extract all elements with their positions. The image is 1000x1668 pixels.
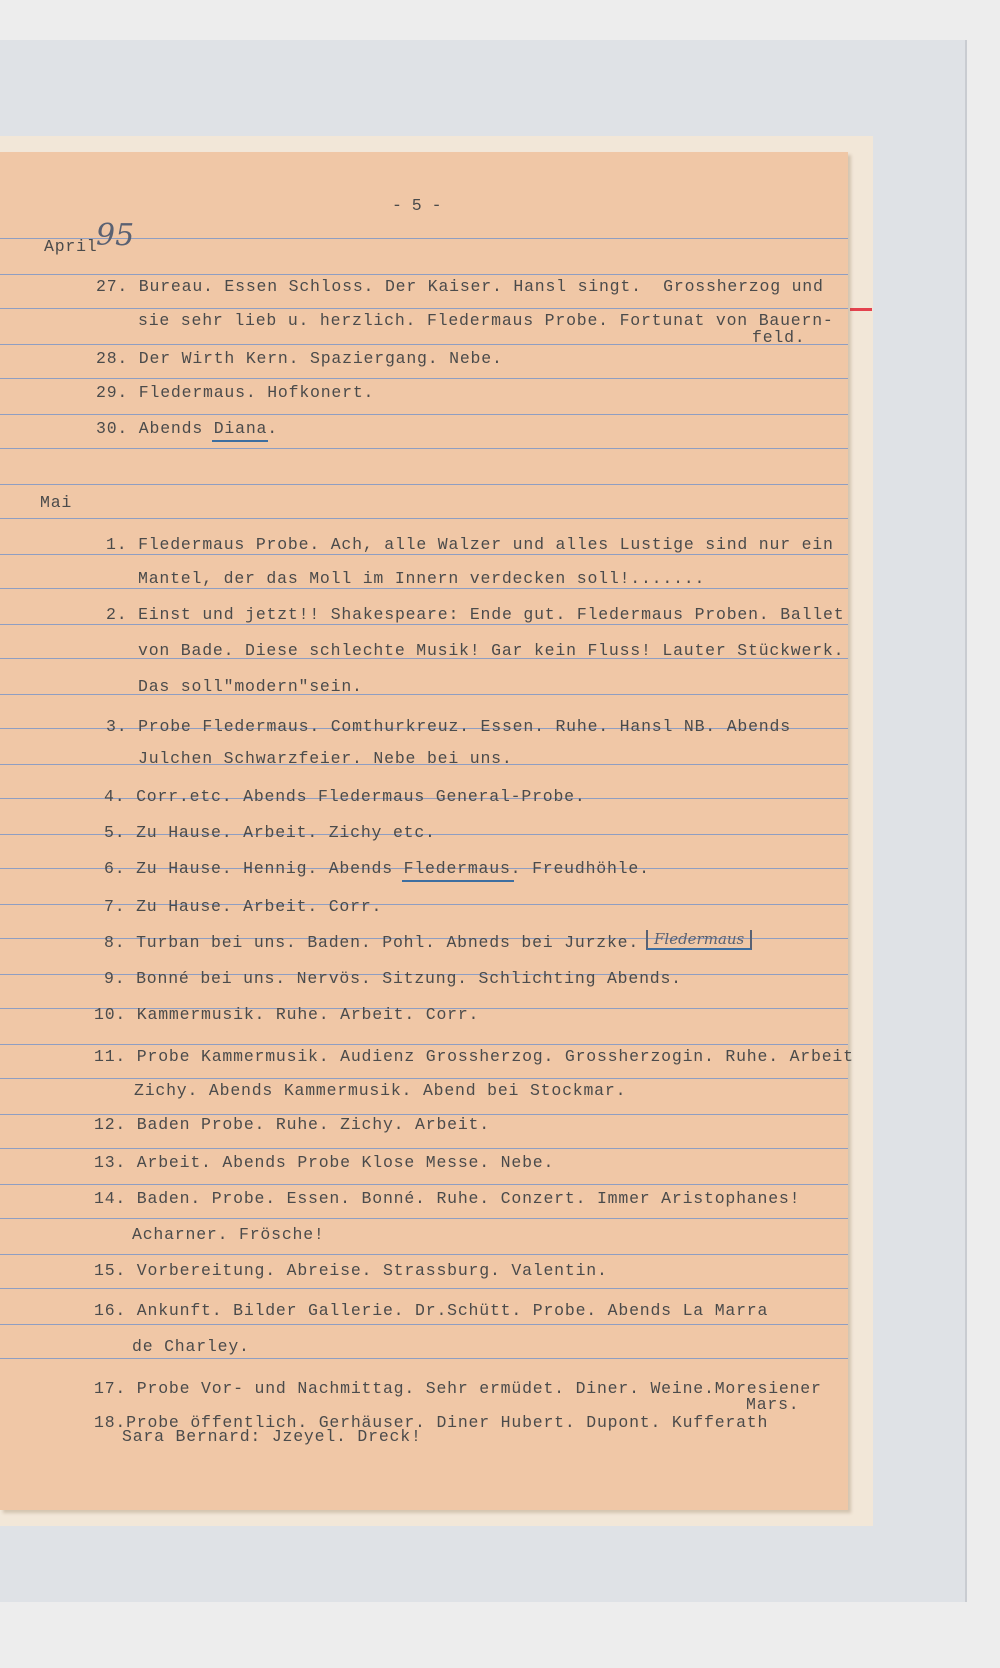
handwritten-year: 95 — [96, 218, 135, 253]
handwritten-fledermaus-note: Fledermaus — [646, 930, 752, 950]
entry-line: 1. Fledermaus Probe. Ach, alle Walzer und alles Lustige sind nur ein — [106, 535, 834, 554]
entry-line: 15. Vorbereitung. Abreise. Strassburg. Valentin. — [94, 1261, 608, 1280]
entry-line: 12. Baden Probe. Ruhe. Zichy. Arbeit. — [94, 1115, 490, 1134]
month-heading-mai: Mai — [40, 493, 73, 512]
entry-line: 9. Bonné bei uns. Nervös. Sitzung. Schlichting Abends. — [104, 969, 682, 988]
entry-line: 18.Probe öffentlich. Gerhäuser. Diner Hubert. Dupont. Kufferath — [94, 1413, 769, 1432]
entry-line: 27. Bureau. Essen Schloss. Der Kaiser. Hansl singt. Grossherzog und — [96, 277, 824, 296]
entry-line: sie sehr lieb u. herzlich. Fledermaus Probe. Fortunat von Bauern- — [138, 311, 834, 330]
entry-line: Julchen Schwarzfeier. Nebe bei uns. — [138, 749, 513, 768]
entry-line: 2. Einst und jetzt!! Shakespeare: Ende gut. Fledermaus Proben. Ballet — [106, 605, 845, 624]
entry-line: 7. Zu Hause. Arbeit. Corr. — [104, 897, 383, 916]
entry-line: Zichy. Abends Kammermusik. Abend bei Stockmar. — [134, 1081, 627, 1100]
entry-line: 16. Ankunft. Bilder Gallerie. Dr.Schütt. Probe. Abends La Marra — [94, 1301, 769, 1320]
entry-line: Das soll"modern"sein. — [138, 677, 363, 696]
entry-line: Mantel, der das Moll im Innern verdecken soll!....... — [138, 569, 706, 588]
page-number: - 5 - — [392, 196, 442, 215]
underline-diana — [212, 440, 268, 442]
entry-line: 13. Arbeit. Abends Probe Klose Messe. Nebe. — [94, 1153, 555, 1172]
entry-line: 14. Baden. Probe. Essen. Bonné. Ruhe. Conzert. Immer Aristophanes! — [94, 1189, 801, 1208]
entry-line: de Charley. — [132, 1337, 250, 1356]
entry-line: Sara Bernard: Jzeyel. Dreck! — [122, 1427, 422, 1446]
red-margin-mark — [850, 308, 872, 311]
entry-line: feld. — [752, 328, 806, 347]
entry-line: 17. Probe Vor- und Nachmittag. Sehr ermüdet. Diner. Weine.Moresiener — [94, 1379, 822, 1398]
entry-line: 29. Fledermaus. Hofkonert. — [96, 383, 375, 402]
entry-line: 30. Abends Diana. — [96, 419, 278, 438]
underline-fledermaus — [402, 880, 514, 882]
entry-line: 4. Corr.etc. Abends Fledermaus General-Probe. — [104, 787, 586, 806]
entry-line: 6. Zu Hause. Hennig. Abends Fledermaus. Freudhöhle. — [104, 859, 650, 878]
entry-line: 3. Probe Fledermaus. Comthurkreuz. Essen. Ruhe. Hansl NB. Abends — [106, 717, 791, 736]
entry-line: von Bade. Diese schlechte Musik! Gar kein Fluss! Lauter Stückwerk. — [138, 641, 845, 660]
entry-line: 28. Der Wirth Kern. Spaziergang. Nebe. — [96, 349, 503, 368]
entry-line: 5. Zu Hause. Arbeit. Zichy etc. — [104, 823, 436, 842]
entry-line: 11. Probe Kammermusik. Audienz Grossherzog. Grossherzogin. Ruhe. Arbeit — [94, 1047, 854, 1066]
entry-line: Mars. — [746, 1395, 800, 1414]
month-heading-april: April — [44, 237, 98, 256]
entry-line: 8. Turban bei uns. Baden. Pohl. Abneds bei Jurzke. — [104, 933, 640, 952]
entry-line: 10. Kammermusik. Ruhe. Arbeit. Corr. — [94, 1005, 480, 1024]
entry-line: Acharner. Frösche! — [132, 1225, 325, 1244]
